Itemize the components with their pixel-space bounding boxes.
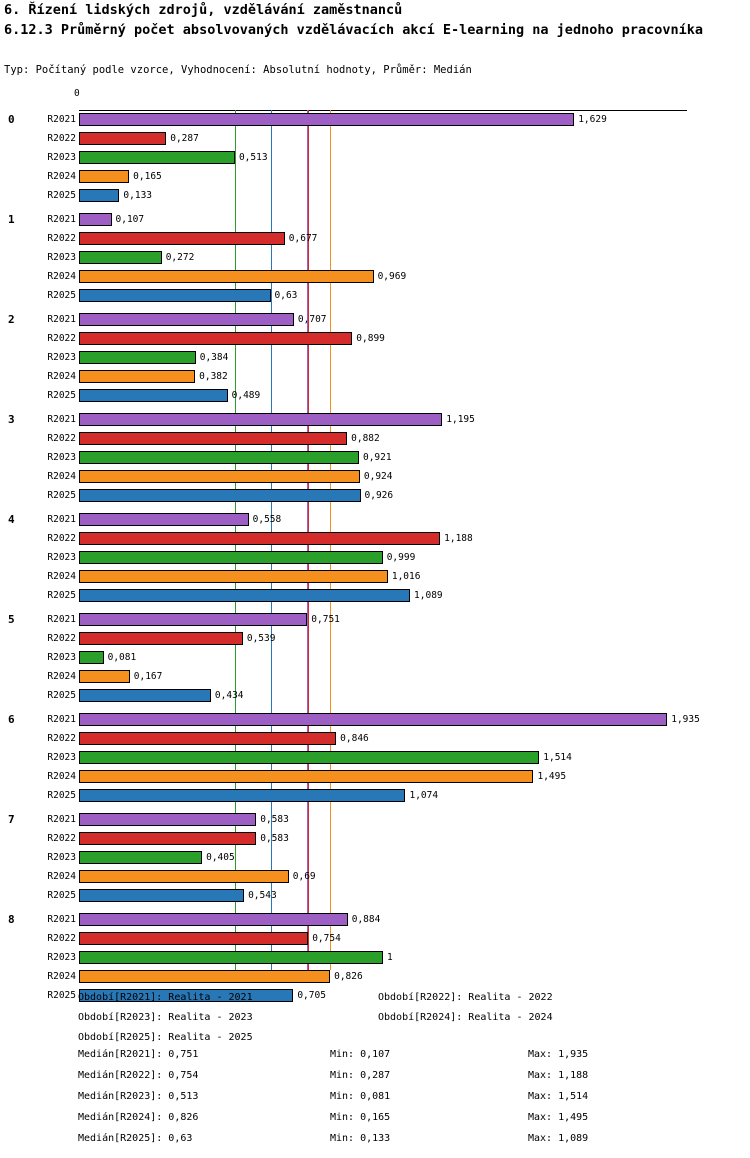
bar-row	[0, 548, 750, 567]
stats-median: Medián[R2022]: 0,754	[78, 1070, 199, 1081]
bar-value-label: 0,999	[386, 552, 416, 563]
bar[interactable]	[79, 451, 359, 464]
stats-max: Max: 1,935	[528, 1049, 589, 1060]
legend-row	[0, 1008, 750, 1028]
bar-row-label: R2024	[47, 571, 76, 582]
bar[interactable]	[79, 751, 539, 764]
bar-value-label: 0,921	[362, 452, 392, 463]
bar-row	[0, 767, 750, 786]
legend-item: Období[R2025]: Realita - 2025	[78, 1032, 253, 1043]
bar[interactable]	[79, 513, 249, 526]
bar[interactable]	[79, 851, 202, 864]
bar-value-label: 0,751	[311, 614, 340, 625]
bar-value-label: 0,287	[170, 133, 199, 144]
bar[interactable]	[79, 789, 405, 802]
bar[interactable]	[79, 213, 112, 226]
bar-row-label: R2025	[47, 990, 76, 1001]
bar-value-label: 1,495	[537, 771, 567, 782]
bar-value-label: 1,188	[444, 533, 473, 544]
stats-row	[0, 1086, 750, 1107]
bar-row-label: R2021	[47, 114, 76, 125]
bar-row-label: R2022	[47, 433, 76, 444]
bar-value-label: 0,583	[260, 833, 289, 844]
bar-value-label: 0,081	[107, 652, 137, 663]
bar[interactable]	[79, 532, 440, 545]
bar-value-label: 0,272	[165, 252, 195, 263]
stats-median: Medián[R2024]: 0,826	[78, 1112, 199, 1123]
bar-value-label: 0,969	[377, 271, 407, 282]
bar-row-label: R2024	[47, 671, 76, 682]
bar-row	[0, 610, 750, 629]
bar-row-label: R2022	[47, 633, 76, 644]
bar-row	[0, 367, 750, 386]
bar[interactable]	[79, 370, 195, 383]
bar-row	[0, 348, 750, 367]
bar-row	[0, 848, 750, 867]
bar-row-label: R2025	[47, 490, 76, 501]
bar-row	[0, 748, 750, 767]
stats-min: Min: 0,287	[330, 1070, 391, 1081]
bar[interactable]	[79, 432, 347, 445]
bar-row	[0, 429, 750, 448]
bar-row-label: R2022	[47, 833, 76, 844]
bar[interactable]	[79, 551, 383, 564]
bar-value-label: 0,705	[297, 990, 326, 1001]
bar-row	[0, 810, 750, 829]
bar-row	[0, 186, 750, 205]
bar-row	[0, 329, 750, 348]
stats-max: Max: 1,495	[528, 1112, 589, 1123]
bar-row-label: R2025	[47, 390, 76, 401]
bar-row-label: R2023	[47, 152, 76, 163]
group-label: 5	[8, 613, 15, 626]
bar-value-label: 1,089	[414, 590, 443, 601]
bar-row-label: R2025	[47, 290, 76, 301]
stats-median: Medián[R2025]: 0,63	[78, 1133, 193, 1144]
stats-row	[0, 1107, 750, 1128]
stats-median: Medián[R2023]: 0,513	[78, 1091, 199, 1102]
bar[interactable]	[79, 113, 574, 126]
bar-value-label: 0,882	[351, 433, 380, 444]
bar-row	[0, 386, 750, 405]
legend-row	[0, 988, 750, 1008]
bar[interactable]	[79, 189, 119, 202]
bar-row-label: R2025	[47, 690, 76, 701]
bar-row-label: R2024	[47, 971, 76, 982]
bar-row-label: R2023	[47, 952, 76, 963]
bar-row	[0, 529, 750, 548]
bar-value-label: 1,074	[409, 790, 439, 801]
bar-value-label: 1,629	[578, 114, 607, 125]
stats-row	[0, 1128, 750, 1149]
bar-row-label: R2021	[47, 314, 76, 325]
stats-min: Min: 0,133	[330, 1133, 391, 1144]
bar[interactable]	[79, 289, 271, 302]
bar-row-label: R2022	[47, 233, 76, 244]
bar-row-label: R2021	[47, 414, 76, 425]
stats-min: Min: 0,107	[330, 1049, 391, 1060]
bar-row	[0, 248, 750, 267]
bar[interactable]	[79, 313, 294, 326]
bar[interactable]	[79, 470, 360, 483]
bar-row-label: R2023	[47, 652, 76, 663]
bar-row	[0, 167, 750, 186]
stats-median: Medián[R2021]: 0,751	[78, 1049, 199, 1060]
bar[interactable]	[79, 270, 374, 283]
bar-value-label: 0,107	[115, 214, 145, 225]
bar-row-label: R2022	[47, 933, 76, 944]
bar-value-label: 0,543	[248, 890, 277, 901]
bar[interactable]	[79, 889, 244, 902]
bar[interactable]	[79, 932, 308, 945]
bar-row	[0, 229, 750, 248]
bar-value-label: 1,195	[446, 414, 475, 425]
bar[interactable]	[79, 813, 256, 826]
bar-value-label: 1,514	[543, 752, 572, 763]
bar-row	[0, 267, 750, 286]
bar-row-label: R2022	[47, 333, 76, 344]
bar-row	[0, 448, 750, 467]
bar-row	[0, 667, 750, 686]
page-title: 6. Řízení lidských zdrojů, vzdělávání zaměstnanců	[4, 2, 403, 18]
bar-row	[0, 148, 750, 167]
stats-row	[0, 1065, 750, 1086]
bar-row	[0, 129, 750, 148]
bar-row-label: R2024	[47, 371, 76, 382]
bar[interactable]	[79, 389, 228, 402]
bar-row	[0, 710, 750, 729]
bar-row	[0, 910, 750, 929]
bar-row	[0, 486, 750, 505]
bar-value-label: 0,63	[274, 290, 298, 301]
bar-value-label: 0,165	[133, 171, 162, 182]
legend-item: Období[R2023]: Realita - 2023	[78, 1012, 253, 1023]
bar[interactable]	[79, 770, 533, 783]
chart-stats	[0, 1044, 750, 1149]
group-label: 4	[8, 513, 15, 526]
bar[interactable]	[79, 732, 336, 745]
bar-value-label: 0,677	[288, 233, 318, 244]
bar-row	[0, 786, 750, 805]
bar-row-label: R2021	[47, 514, 76, 525]
bar-row-label: R2021	[47, 214, 76, 225]
group-label: 8	[8, 913, 15, 926]
bar[interactable]	[79, 913, 348, 926]
bar-row	[0, 210, 750, 229]
bar-value-label: 1	[387, 952, 393, 963]
bar[interactable]	[79, 570, 388, 583]
bar-value-label: 0,926	[364, 490, 394, 501]
chart-subtitle: Typ: Počítaný podle vzorce, Vyhodnocení: Absolutní hodnoty, Průměr: Medián	[4, 64, 472, 76]
bar-row	[0, 467, 750, 486]
stats-min: Min: 0,165	[330, 1112, 391, 1123]
bar-row	[0, 410, 750, 429]
bar-row-label: R2024	[47, 471, 76, 482]
stats-row	[0, 1044, 750, 1065]
group-label: 3	[8, 413, 15, 426]
chart-title: 6.12.3 Průměrný počet absolvovaných vzdělávacích akcí E-learning na jednoho pracovníka	[4, 22, 703, 38]
bar-value-label: 1,016	[391, 571, 421, 582]
bar-value-label: 0,846	[340, 733, 369, 744]
bar[interactable]	[79, 251, 162, 264]
bar[interactable]	[79, 232, 285, 245]
bar-row-label: R2024	[47, 271, 76, 282]
bar-value-label: 0,707	[297, 314, 327, 325]
bar[interactable]	[79, 632, 243, 645]
bar-value-label: 0,899	[356, 333, 385, 344]
bar-row	[0, 510, 750, 529]
bar[interactable]	[79, 689, 211, 702]
bar-value-label: 0,405	[206, 852, 235, 863]
bar[interactable]	[79, 351, 196, 364]
bar-row-label: R2023	[47, 252, 76, 263]
chart-legend	[0, 988, 750, 1048]
bar-row	[0, 586, 750, 605]
bar-value-label: 0,69	[292, 871, 316, 882]
bar-row-label: R2021	[47, 914, 76, 925]
stats-max: Max: 1,089	[528, 1133, 589, 1144]
bar[interactable]	[79, 651, 104, 664]
axis-zero-label: 0	[74, 88, 80, 99]
bar[interactable]	[79, 832, 256, 845]
bar-row-label: R2021	[47, 714, 76, 725]
bar-row-label: R2025	[47, 890, 76, 901]
bar[interactable]	[79, 613, 307, 626]
stats-max: Max: 1,188	[528, 1070, 589, 1081]
bar-value-label: 0,434	[214, 690, 244, 701]
bar-value-label: 0,583	[260, 814, 289, 825]
bar-row-label: R2023	[47, 552, 76, 563]
bar[interactable]	[79, 589, 410, 602]
legend-item: Období[R2024]: Realita - 2024	[378, 1012, 553, 1023]
bar-value-label: 0,382	[199, 371, 228, 382]
bar-row	[0, 829, 750, 848]
stats-max: Max: 1,514	[528, 1091, 589, 1102]
legend-item: Období[R2021]: Realita - 2021	[78, 992, 253, 1003]
bar-row-label: R2022	[47, 533, 76, 544]
bar[interactable]	[79, 970, 330, 983]
bar-row	[0, 886, 750, 905]
bar[interactable]	[79, 132, 166, 145]
bar-value-label: 0,513	[238, 152, 268, 163]
bar[interactable]	[79, 170, 129, 183]
bar-value-label: 0,884	[351, 914, 381, 925]
group-label: 2	[8, 313, 15, 326]
bar-row-label: R2022	[47, 133, 76, 144]
bar-row-label: R2022	[47, 733, 76, 744]
group-label: 6	[8, 713, 15, 726]
group-label: 7	[8, 813, 15, 826]
bar[interactable]	[79, 413, 442, 426]
bar-row	[0, 110, 750, 129]
bar-row-label: R2023	[47, 852, 76, 863]
bar-value-label: 0,133	[123, 190, 153, 201]
bar[interactable]	[79, 713, 667, 726]
bar-row-label: R2025	[47, 190, 76, 201]
bar-row	[0, 648, 750, 667]
bar-row-label: R2025	[47, 790, 76, 801]
bar-row-label: R2024	[47, 171, 76, 182]
bar-value-label: 0,826	[334, 971, 363, 982]
bar-row-label: R2025	[47, 590, 76, 601]
bar-row-label: R2023	[47, 352, 76, 363]
bar-row	[0, 729, 750, 748]
bar-value-label: 0,384	[199, 352, 229, 363]
bar-row	[0, 929, 750, 948]
bar-row-label: R2024	[47, 771, 76, 782]
stats-min: Min: 0,081	[330, 1091, 391, 1102]
bar-row	[0, 567, 750, 586]
bar[interactable]	[79, 489, 361, 502]
bar-row-label: R2021	[47, 614, 76, 625]
bar-row-label: R2024	[47, 871, 76, 882]
bar-row-label: R2023	[47, 752, 76, 763]
bar-row-label: R2021	[47, 814, 76, 825]
bar-value-label: 0,754	[312, 933, 341, 944]
bar-value-label: 0,558	[252, 514, 282, 525]
bar[interactable]	[79, 151, 235, 164]
bar[interactable]	[79, 670, 130, 683]
bar-row-label: R2023	[47, 452, 76, 463]
bar-row	[0, 629, 750, 648]
bar-row	[0, 686, 750, 705]
bar-row	[0, 286, 750, 305]
group-label: 1	[8, 213, 15, 226]
bar-row	[0, 867, 750, 886]
bar-value-label: 0,924	[363, 471, 393, 482]
bar-row	[0, 967, 750, 986]
bar-row	[0, 948, 750, 967]
bar-value-label: 1,935	[671, 714, 700, 725]
bar-value-label: 0,167	[133, 671, 163, 682]
bar-value-label: 0,539	[246, 633, 276, 644]
bar-row	[0, 310, 750, 329]
bar-value-label: 0,489	[231, 390, 261, 401]
group-label: 0	[8, 113, 15, 126]
bar[interactable]	[79, 332, 352, 345]
legend-item: Období[R2022]: Realita - 2022	[378, 992, 553, 1003]
bar[interactable]	[79, 951, 383, 964]
bar[interactable]	[79, 870, 289, 883]
